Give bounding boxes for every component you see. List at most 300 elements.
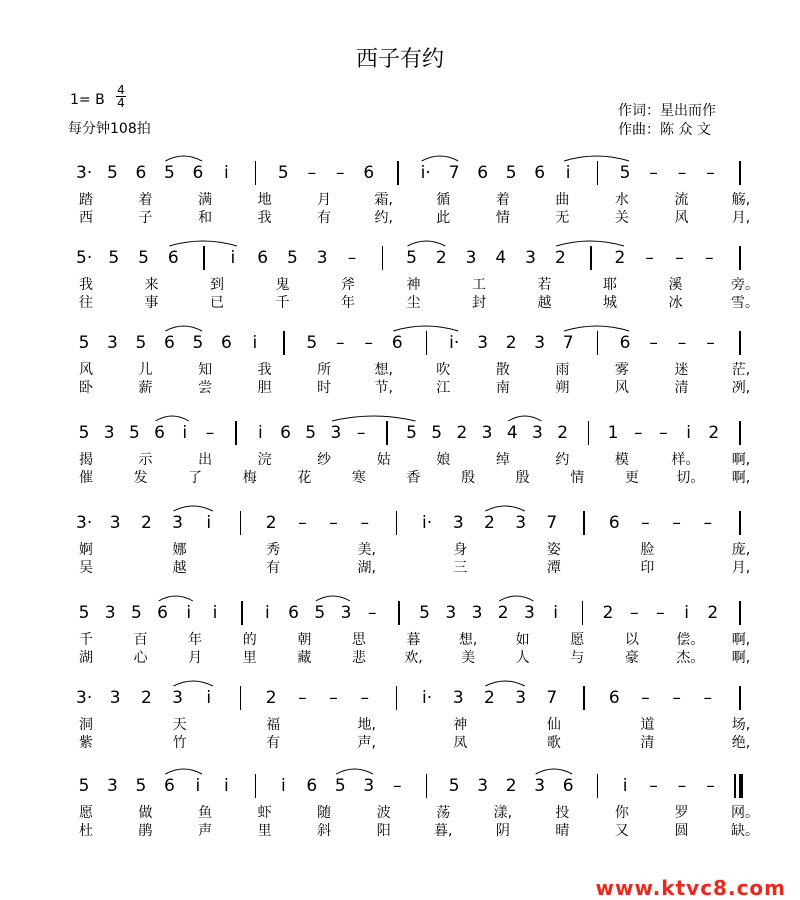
note: i xyxy=(684,603,689,623)
note: 6 xyxy=(157,603,168,623)
lyric-verse2: 湖, xyxy=(357,560,376,576)
note: 5 xyxy=(130,603,142,623)
note: i xyxy=(186,603,192,623)
note: i xyxy=(252,333,258,353)
time-signature xyxy=(116,84,126,109)
note: 6 xyxy=(164,333,175,353)
lyric-verse1: 来 xyxy=(144,277,159,293)
note: 3 xyxy=(363,776,375,796)
lyric-verse2: 有 xyxy=(266,560,281,576)
lyric-verse1: 出 xyxy=(198,452,213,468)
slur-marks xyxy=(0,764,800,776)
lyric-verse1: 做 xyxy=(138,805,153,821)
lyric-verse2: 城 xyxy=(603,295,617,311)
note: 6 xyxy=(619,333,631,353)
lyric-verse1: 样。 xyxy=(671,452,700,468)
slur-marks xyxy=(0,321,800,333)
lyric-verse2: 风 xyxy=(614,380,629,396)
dash-extension: – xyxy=(629,603,639,623)
lyric-verse1: 鱼 xyxy=(198,805,213,821)
lyric-verse2: 清 xyxy=(640,735,655,751)
lyric-verse1: 想, xyxy=(374,362,393,378)
lyric-verse1: 朝 xyxy=(297,632,312,648)
lyric-verse2: 薪 xyxy=(138,380,153,396)
note: 2 xyxy=(435,248,447,268)
lyric-verse1: 流 xyxy=(674,192,689,208)
lyric-verse1: 场, xyxy=(731,717,751,733)
note: 5 xyxy=(135,776,147,796)
dash-extension: – xyxy=(675,248,684,268)
note: 3 xyxy=(525,248,536,268)
note: 6 xyxy=(135,163,147,183)
dash-extension: – xyxy=(641,688,650,708)
lyric-verse1: 散 xyxy=(495,362,510,378)
lyric-verse1: 地, xyxy=(357,717,376,733)
lyric-verse2: 了 xyxy=(188,470,203,486)
notation-line xyxy=(0,680,800,716)
note: i· xyxy=(422,513,433,533)
note: 2 xyxy=(505,776,517,796)
lyric-verse2: 约, xyxy=(374,210,393,226)
lyric-verse2: 情 xyxy=(570,470,585,486)
dash-extension: – xyxy=(336,163,345,183)
lyric-verse1: 秀 xyxy=(266,542,281,558)
note: 5 xyxy=(192,333,204,353)
lyric-verse2: 缺。 xyxy=(731,823,759,839)
lyric-verse1: 美, xyxy=(357,542,376,558)
lyric-verse2: 更 xyxy=(624,470,639,486)
dash-extension: – xyxy=(656,603,665,623)
notation-line xyxy=(0,155,800,191)
lyric-verse2: 越 xyxy=(172,560,187,576)
note: 5 xyxy=(128,423,140,443)
barline xyxy=(590,246,592,270)
note: 2 xyxy=(497,603,509,623)
barline xyxy=(588,421,590,445)
note: 3 xyxy=(452,513,464,533)
lyric-verse2: 冽, xyxy=(731,380,751,396)
lyricist-credit: 作词：星出而作 xyxy=(618,103,716,119)
watermark: www.ktvc8.com xyxy=(595,876,786,900)
note: 3 xyxy=(534,776,546,796)
slur-marks xyxy=(0,501,800,513)
note: 3 xyxy=(172,688,183,708)
lyric-verse1: 到 xyxy=(210,277,224,293)
barline xyxy=(597,161,599,185)
lyric-verse2: 卧 xyxy=(79,380,93,396)
lyric-verse1: 霜, xyxy=(374,192,393,208)
note: 5 xyxy=(135,333,147,353)
lyric-verse1: 揭 xyxy=(79,452,93,468)
lyric-verse1: 的 xyxy=(242,632,257,648)
dash-extension: – xyxy=(706,776,715,796)
lyric-verse1: 身 xyxy=(453,542,468,558)
note: 3 xyxy=(523,603,535,623)
lyric-verse2: 有 xyxy=(317,210,332,226)
note: 3 xyxy=(172,513,183,533)
lyric-verse1: 千 xyxy=(79,632,93,648)
lyric-verse2: 绝, xyxy=(731,735,751,751)
lyric-verse2: 紫 xyxy=(79,735,93,751)
time-signature-bottom: 4 xyxy=(117,96,125,110)
note: 2 xyxy=(484,688,495,708)
lyric-verse2: 时 xyxy=(317,380,332,396)
lyric-verse1: 绰 xyxy=(495,452,510,468)
lyric-verse2: 啊, xyxy=(731,650,751,666)
slur-arc xyxy=(316,596,350,601)
lyric-verse1: 纱 xyxy=(317,452,332,468)
note: 5 xyxy=(78,603,90,623)
lyric-verse1: 啊, xyxy=(731,452,751,468)
dash-extension: – xyxy=(205,423,215,443)
lyric-verse2: 豪 xyxy=(624,650,639,666)
slur-arc xyxy=(156,416,189,421)
note: 6 xyxy=(154,423,165,443)
lyric-verse2: 殷 xyxy=(515,470,530,486)
lyric-verse1: 地 xyxy=(257,192,272,208)
note: 6 xyxy=(192,163,204,183)
barline xyxy=(597,331,599,355)
slur-arc xyxy=(564,156,629,161)
note: 5 xyxy=(448,776,460,796)
lyric-verse2: 月 xyxy=(188,650,203,666)
lyric-verse1: 着 xyxy=(138,192,153,208)
note: i xyxy=(553,603,558,623)
barline xyxy=(734,774,736,798)
slur-marks xyxy=(0,591,800,603)
lyric-verse2: 心 xyxy=(133,650,148,666)
lyric-verse1: 雨 xyxy=(555,362,570,378)
note: 2 xyxy=(484,513,495,533)
note: 5 xyxy=(78,423,90,443)
barline xyxy=(597,774,599,798)
barline xyxy=(583,511,585,535)
lyric-verse1: 月 xyxy=(317,192,332,208)
dash-extension: – xyxy=(659,423,668,443)
lyric-verse2: 寒 xyxy=(351,470,366,486)
lyric-verse1: 吹 xyxy=(436,362,451,378)
lyric-verse2: 尘 xyxy=(406,295,421,311)
note: 3 xyxy=(107,333,118,353)
lyric-verse1: 娜 xyxy=(172,542,187,558)
lyric-verse2: 此 xyxy=(436,210,451,226)
lyric-verse1: 你 xyxy=(614,805,629,821)
note: 2 xyxy=(505,333,517,353)
lyric-verse1: 循 xyxy=(436,192,451,208)
lyric-verse1: 罗 xyxy=(674,805,689,821)
note: i xyxy=(182,423,188,443)
dash-extension: – xyxy=(677,333,687,353)
note: 7 xyxy=(546,513,558,533)
slur-arc xyxy=(393,326,458,331)
lyric-verse2: 潭 xyxy=(546,560,561,576)
barline xyxy=(396,686,398,710)
note: 2 xyxy=(456,423,468,443)
dash-extension: – xyxy=(704,248,714,268)
lyric-verse2: 越 xyxy=(537,295,552,311)
notation-line xyxy=(0,505,800,541)
note: 5 xyxy=(419,603,430,623)
slur-arc xyxy=(165,769,201,774)
lyric-verse2: 晴 xyxy=(555,823,570,839)
lyric-verse2: 阳 xyxy=(376,823,391,839)
notation-line xyxy=(0,595,800,631)
lyric-verse1: 曲 xyxy=(555,192,570,208)
note: i xyxy=(565,163,571,183)
barline xyxy=(241,601,243,625)
lyric-verse1: 思 xyxy=(351,632,366,648)
lyric-verse1: 耶 xyxy=(603,277,617,293)
note: 5 xyxy=(406,423,417,443)
lyric-verse1: 网。 xyxy=(731,805,759,821)
note: 3 xyxy=(107,776,118,796)
slur-arc xyxy=(336,769,372,774)
dash-extension: – xyxy=(649,776,658,796)
lyric-verse2: 清 xyxy=(674,380,689,396)
dash-extension: – xyxy=(298,513,307,533)
lyric-verse2: 江 xyxy=(436,380,451,396)
note: 3· xyxy=(76,513,93,533)
lyric-verse1: 溪 xyxy=(668,277,683,293)
lyric-verse2: 冰 xyxy=(668,295,683,311)
note: 6 xyxy=(363,163,375,183)
final-barline xyxy=(739,774,743,798)
barline xyxy=(203,246,205,270)
lyric-verse1: 约 xyxy=(555,452,570,468)
slur-arc xyxy=(485,506,524,511)
slur-marks xyxy=(0,236,800,248)
lyric-verse1: 工 xyxy=(472,277,486,293)
barline xyxy=(386,421,388,445)
note: 3 xyxy=(477,776,489,796)
note: 7 xyxy=(562,333,574,353)
lyric-verse2: 杜 xyxy=(79,823,93,839)
note: i xyxy=(622,776,628,796)
note: 3 xyxy=(515,688,527,708)
lyric-verse1: 鬼 xyxy=(275,277,290,293)
lyric-verse1: 漾, xyxy=(493,805,513,821)
barline xyxy=(283,331,285,355)
lyric-verse2: 我 xyxy=(257,210,272,226)
lyric-verse2: 湖 xyxy=(79,650,93,666)
lyric-verse1: 百 xyxy=(133,632,148,648)
lyric-verse2: 声 xyxy=(198,823,213,839)
lyric-verse2: 竹 xyxy=(172,735,187,751)
lyric-verse2: 斜 xyxy=(317,823,332,839)
lyric-verse1: 暮 xyxy=(406,632,421,648)
dash-extension: – xyxy=(360,513,369,533)
lyric-verse2: 杰。 xyxy=(676,650,705,666)
slur-arc xyxy=(332,416,416,421)
note: 2 xyxy=(707,603,719,623)
note: 3 xyxy=(532,423,543,443)
note: 5 xyxy=(78,333,90,353)
note: 5 xyxy=(305,423,317,443)
note: i xyxy=(224,776,229,796)
barline xyxy=(583,686,585,710)
lyric-verse2: 里 xyxy=(242,650,257,666)
barline xyxy=(739,161,741,185)
lyric-verse1: 儿 xyxy=(138,362,153,378)
lyric-verse2: 悲 xyxy=(351,650,366,666)
lyric-verse1: 福 xyxy=(266,717,281,733)
notation-line xyxy=(0,325,800,361)
lyric-verse1: 迷 xyxy=(674,362,689,378)
note: i xyxy=(280,776,286,796)
lyric-verse1: 虾 xyxy=(257,805,272,821)
lyric-verse2: 殷 xyxy=(461,470,476,486)
barline xyxy=(739,601,741,625)
note: 3 xyxy=(534,333,546,353)
note: 3 xyxy=(103,423,115,443)
lyric-verse1: 波 xyxy=(376,805,391,821)
lyric-verse1: 仙 xyxy=(546,717,561,733)
note: 2 xyxy=(554,248,566,268)
note: i xyxy=(257,423,263,443)
note: i· xyxy=(422,688,433,708)
note: 3 xyxy=(515,513,527,533)
note: 5 xyxy=(286,248,298,268)
lyric-verse2: 节, xyxy=(374,380,393,396)
barline xyxy=(426,331,428,355)
barline xyxy=(382,246,384,270)
music-system xyxy=(0,415,800,515)
note: i xyxy=(686,423,691,443)
note: i xyxy=(224,163,229,183)
dash-extension: – xyxy=(329,688,338,708)
slur-arc xyxy=(536,769,572,774)
note: 6 xyxy=(167,248,179,268)
lyric-verse2: 梅 xyxy=(242,470,257,486)
note: 3 xyxy=(465,248,477,268)
slur-arc xyxy=(564,326,629,331)
dash-extension: – xyxy=(677,776,687,796)
lyric-verse1: 以 xyxy=(624,632,639,648)
slur-arc xyxy=(556,241,624,246)
tempo-marking: 每分钟108拍 xyxy=(68,121,151,137)
note: 6 xyxy=(391,333,403,353)
barline xyxy=(739,331,741,355)
barline xyxy=(235,421,237,445)
dash-extension: – xyxy=(706,163,715,183)
lyric-verse1: 水 xyxy=(614,192,629,208)
barline xyxy=(240,511,242,535)
note: i xyxy=(195,776,201,796)
lyric-verse1: 雾 xyxy=(614,362,629,378)
note: 2 xyxy=(557,423,569,443)
lyric-verse2: 情 xyxy=(495,210,510,226)
lyric-verse1: 姿 xyxy=(546,542,561,558)
lyric-verse2: 往 xyxy=(79,295,93,311)
note: i· xyxy=(420,163,431,183)
slur-arc xyxy=(499,596,533,601)
barline xyxy=(255,161,257,185)
note: 1 xyxy=(607,423,619,443)
note: 3 xyxy=(477,333,489,353)
dash-extension: – xyxy=(347,248,357,268)
note: i xyxy=(206,513,212,533)
note: i xyxy=(230,248,236,268)
lyric-verse2: 里 xyxy=(257,823,272,839)
note: 3 xyxy=(340,603,352,623)
note: 6 xyxy=(306,776,318,796)
slur-arc xyxy=(174,681,213,686)
note: 3 xyxy=(445,603,457,623)
barline xyxy=(398,601,400,625)
note: 5 xyxy=(78,776,90,796)
lyric-verse1: 旁。 xyxy=(731,277,759,293)
key-signature: 1= B xyxy=(70,92,105,108)
dash-extension: – xyxy=(677,163,687,183)
slur-arc xyxy=(165,326,201,331)
lyric-verse2: 催 xyxy=(79,470,93,486)
lyric-verse2: 印 xyxy=(640,560,655,576)
barline xyxy=(255,774,257,798)
lyric-verse2: 尝 xyxy=(198,380,213,396)
lyric-verse1: 我 xyxy=(79,277,93,293)
lyric-verse2: 三 xyxy=(453,560,468,576)
lyric-verse1: 若 xyxy=(537,277,552,293)
lyric-verse2: 花 xyxy=(297,470,312,486)
note: 5 xyxy=(108,248,120,268)
lyric-verse2: 月, xyxy=(731,210,751,226)
lyric-verse1: 天 xyxy=(172,717,187,733)
lyric-verse2: 欢, xyxy=(404,650,423,666)
lyric-verse1: 随 xyxy=(317,805,332,821)
dash-extension: – xyxy=(356,423,366,443)
lyric-verse2: 鹃 xyxy=(138,823,153,839)
lyric-verse2: 胆 xyxy=(257,380,272,396)
lyric-verse1: 踏 xyxy=(79,192,93,208)
note: 2 xyxy=(708,423,720,443)
lyric-verse2: 暮, xyxy=(434,823,453,839)
lyric-verse2: 南 xyxy=(495,380,510,396)
barline xyxy=(739,421,741,445)
dash-extension: – xyxy=(364,333,374,353)
dash-extension: – xyxy=(645,248,654,268)
lyric-verse1: 娘 xyxy=(436,452,451,468)
lyric-verse2: 啊, xyxy=(731,470,751,486)
barline xyxy=(739,511,741,535)
lyric-verse2: 风 xyxy=(674,210,689,226)
lyric-verse2: 切。 xyxy=(676,470,705,486)
note: 5 xyxy=(334,776,346,796)
lyric-verse1: 偿。 xyxy=(676,632,705,648)
note: 5 xyxy=(306,333,318,353)
note: 2 xyxy=(602,603,614,623)
lyric-verse2: 与 xyxy=(570,650,585,666)
notation-line xyxy=(0,768,800,804)
note: 6 xyxy=(608,513,620,533)
lyric-verse1: 洞 xyxy=(79,717,93,733)
lyric-verse1: 啊, xyxy=(731,632,751,648)
lyric-verse2: 有 xyxy=(266,735,281,751)
note: 2 xyxy=(265,513,277,533)
lyric-verse2: 阴 xyxy=(495,823,510,839)
note: 5 xyxy=(164,163,175,183)
dash-extension: – xyxy=(706,333,715,353)
note: 7 xyxy=(546,688,558,708)
lyric-verse1: 浣 xyxy=(257,452,272,468)
lyric-verse1: 庞, xyxy=(731,542,751,558)
lyric-verse1: 如 xyxy=(515,632,530,648)
dash-extension: – xyxy=(633,423,643,443)
note: 6 xyxy=(562,776,574,796)
barline xyxy=(739,246,741,270)
lyric-verse2: 年 xyxy=(341,295,355,311)
dash-extension: – xyxy=(649,333,658,353)
lyric-verse2: 已 xyxy=(210,295,224,311)
